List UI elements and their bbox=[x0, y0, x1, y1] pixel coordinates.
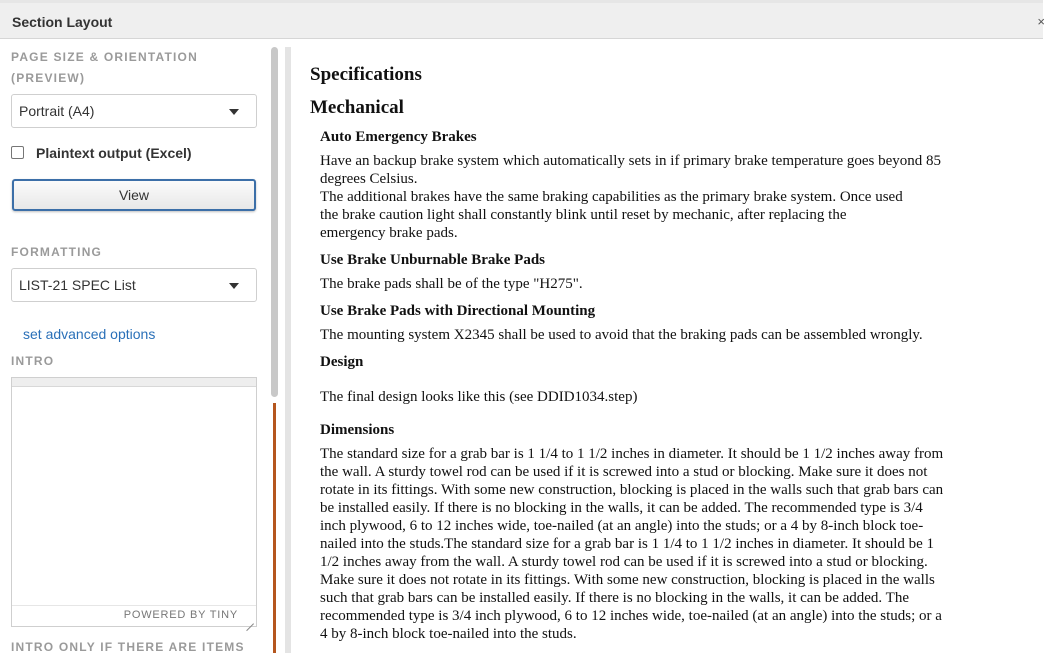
section-title: Use Brake Unburnable Brake Pads bbox=[320, 252, 546, 268]
section-text: The brake pads shall be of the type "H275". bbox=[320, 276, 583, 292]
window-header bbox=[0, 3, 1043, 39]
editor-toolbar bbox=[12, 378, 256, 387]
intro-only-label: INTRO ONLY IF THERE ARE ITEMS bbox=[11, 640, 245, 654]
powered-by-label[interactable]: POWERED BY TINY bbox=[123, 609, 238, 621]
section-title: Dimensions bbox=[320, 422, 395, 438]
intro-label: INTRO bbox=[11, 354, 55, 368]
plaintext-label: Plaintext output (Excel) bbox=[36, 145, 192, 161]
section-text: Have an backup brake system which automatically sets in if primary brake temperature goes beyond 85 degrees Celsius. The additional brakes have the same braking capabilities as the primary brake system. Once used the brake caution light shall constantly blink until reset by mechanic, after replacing the emergency brake pads. bbox=[320, 153, 942, 241]
sidebar-scrollbar[interactable] bbox=[270, 47, 279, 653]
page-size-label-preview: (PREVIEW) bbox=[11, 71, 86, 85]
page-size-select[interactable] bbox=[11, 94, 257, 128]
editor-statusbar bbox=[12, 605, 256, 626]
chevron-down-icon bbox=[229, 283, 239, 289]
section-text: The mounting system X2345 shall be used to avoid that the braking pads can be assembled wrongly. bbox=[320, 327, 923, 343]
section-title: Use Brake Pads with Directional Mounting bbox=[320, 303, 596, 319]
plaintext-checkbox[interactable] bbox=[11, 146, 24, 159]
sidebar bbox=[0, 40, 270, 653]
view-button[interactable]: View bbox=[12, 179, 256, 211]
section-text: The standard size for a grab bar is 1 1/4 to 1 1/2 inches in diameter. It should be 1 1/2 inches away from the wall. A sturdy towel rod can be used if it is screwed into a stud or blocking. Make sure it does not rotate in its fittings. With some new construction, blocking is placed in the walls such that grab bars can be installed easily. If there is no blocking in the walls, it can be added. The recommended type is 3/4 inch plywood, 6 to 12 inches wide, toe-nailed (at an angle) into the studs; or a 4 by 8-inch block toe- nailed into the studs.The standard size for a grab bar is 1 1/4 to 1 1/2 inches in diameter. It should be 1 1/2 inches away from the wall. A sturdy towel rod can be used if it is screwed into a stud or blocking. Make sure it does not rotate in its fittings. With some new construction, blocking is placed in the walls such that grab bars can be installed easily. If there is no blocking in the walls, it can be added. The recommended type is 3/4 inch plywood, 6 to 12 inches wide, toe-nailed (at an angle) into the studs; or a 4 by 8-inch block toe-nailed into the studs. bbox=[320, 446, 944, 642]
resize-handle-icon[interactable] bbox=[246, 616, 254, 624]
window-title: Section Layout bbox=[12, 14, 113, 30]
formatting-value: LIST-21 SPEC List bbox=[19, 277, 136, 293]
section-text: The final design looks like this (see DDID1034.step) bbox=[320, 389, 638, 405]
advanced-options-link[interactable]: set advanced options bbox=[23, 326, 156, 342]
scrollbar-thumb[interactable] bbox=[271, 47, 278, 397]
formatting-select[interactable] bbox=[11, 268, 257, 302]
chevron-down-icon bbox=[229, 109, 239, 115]
section-title: Design bbox=[320, 354, 364, 370]
heading-mechanical: Mechanical bbox=[310, 97, 404, 118]
formatting-label: FORMATTING bbox=[11, 245, 103, 259]
document-preview bbox=[291, 40, 1043, 653]
intro-editor[interactable] bbox=[11, 377, 257, 627]
page-size-label: PAGE SIZE & ORIENTATION bbox=[11, 50, 198, 64]
close-icon[interactable]: × bbox=[1037, 14, 1045, 29]
heading-specifications: Specifications bbox=[310, 64, 422, 85]
page-size-value: Portrait (A4) bbox=[19, 103, 95, 119]
scrollbar-accent bbox=[273, 403, 276, 653]
section-title: Auto Emergency Brakes bbox=[320, 129, 477, 145]
